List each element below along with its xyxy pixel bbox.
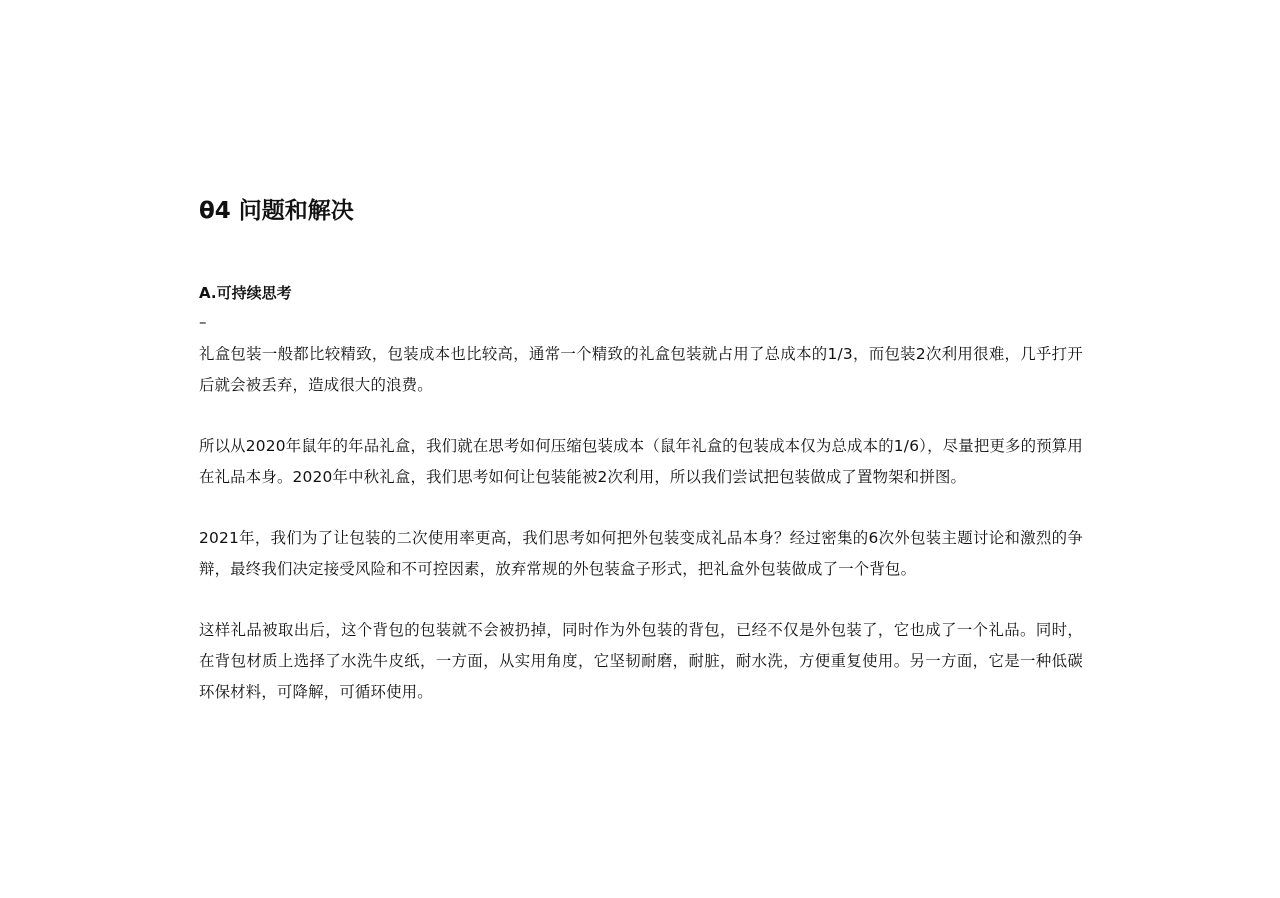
subsection-title: A.可持续思考	[199, 284, 292, 302]
subsection-divider: –	[199, 313, 207, 331]
paragraph-packaging-cost: 礼盒包装一般都比较精致，包装成本也比较高，通常一个精致的礼盒包装就占用了总成本的1/3，而包装2次利用很难，几乎打开后就会被丢弃，造成很大的浪费。	[199, 345, 1083, 394]
paragraph-2020-gift-box: 所以从2020年鼠年的年品礼盒，我们就在思考如何压缩包装成本（鼠年礼盒的包装成本仅为总成本的1/6），尽量把更多的预算用在礼品本身。2020年中秋礼盒，我们思考如何让包装能被2次利用，所以我们尝试把包装做成了置物架和拼图。	[199, 437, 1083, 486]
section-title: θ4 问题和解决	[199, 198, 354, 224]
paragraph-kraft-paper-material: 这样礼品被取出后，这个背包的包装就不会被扔掉，同时作为外包装的背包，已经不仅是外包装了，它也成了一个礼品。同时，在背包材质上选择了水洗牛皮纸，一方面，从实用角度，它坚韧耐磨，耐脏，耐水洗，方便重复使用。另一方面，它是一种低碳环保材料，可降解，可循环使用。	[199, 621, 1083, 701]
paragraph-2021-backpack: 2021年，我们为了让包装的二次使用率更高，我们思考如何把外包装变成礼品本身？经过密集的6次外包装主题讨论和激烈的争辩，最终我们决定接受风险和不可控因素，放弃常规的外包装盒子形式，把礼盒外包装做成了一个背包。	[199, 529, 1083, 578]
